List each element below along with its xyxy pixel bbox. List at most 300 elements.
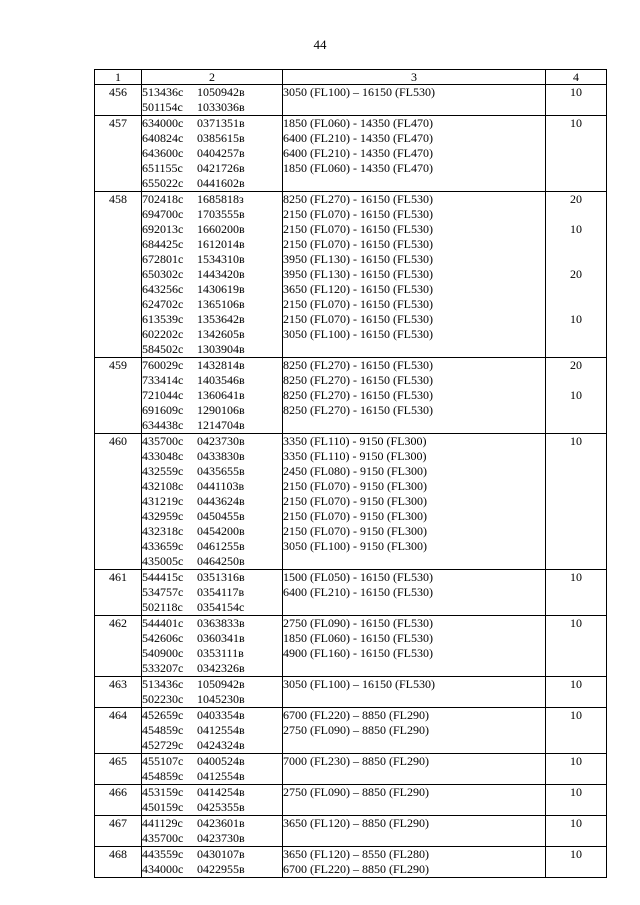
table-body (95, 85, 607, 878)
latitude: 502230с (142, 692, 184, 706)
altitude-range-cell (283, 358, 546, 434)
latitude: 613539с (142, 312, 184, 326)
longitude: 0400524в (197, 754, 245, 768)
altitude-range: 2750 (FL090) – 8850 (FL290) (283, 785, 429, 799)
altitude-range: 3050 (FL100) – 16150 (FL530) (283, 677, 435, 691)
value (546, 131, 606, 146)
value (546, 161, 606, 176)
latitude: 432959с (142, 509, 184, 523)
value (546, 176, 606, 191)
row-number (95, 708, 142, 754)
value-cell (546, 616, 607, 677)
altitude-range: 4900 (FL160) - 16150 (FL530) (283, 646, 433, 660)
coordinate-pair (142, 661, 282, 676)
value: 10 (570, 708, 582, 722)
coordinate-pair (142, 388, 282, 403)
coordinate-pair (142, 524, 282, 539)
latitude: 721044с (142, 388, 184, 402)
value (546, 646, 606, 661)
coordinate-pair (142, 327, 282, 342)
coordinate-pair (142, 207, 282, 222)
value-cell (546, 785, 607, 816)
longitude: 0360341в (197, 631, 245, 645)
value: 20 (570, 192, 582, 206)
altitude-range (283, 554, 545, 569)
altitude-range (283, 600, 545, 615)
coordinate-pair (142, 161, 282, 176)
coordinates-cell (142, 434, 283, 570)
altitude-range-cell (283, 116, 546, 192)
longitude: 0435655в (197, 464, 245, 478)
latitude: 453159с (142, 785, 184, 799)
altitude-range: 2150 (FL070) - 9150 (FL300) (283, 479, 427, 493)
longitude: 1612014в (197, 237, 245, 251)
altitude-range: 6700 (FL220) – 8850 (FL290) (283, 862, 429, 876)
row-number-text: 466 (109, 785, 127, 799)
latitude: 624702с (142, 297, 184, 311)
value (546, 585, 606, 600)
value-cell (546, 754, 607, 785)
value (546, 207, 606, 222)
header-col-1: 1 (95, 70, 142, 85)
coordinate-pair (142, 373, 282, 388)
latitude: 443559с (142, 847, 184, 861)
altitude-range-cell (283, 570, 546, 616)
value (546, 831, 606, 846)
value (546, 723, 606, 738)
row-number-text: 458 (109, 192, 127, 206)
latitude: 542606с (142, 631, 184, 645)
coordinate-pair (142, 494, 282, 509)
value-cell (546, 677, 607, 708)
latitude: 435700с (142, 434, 184, 448)
row-number (95, 816, 142, 847)
value (546, 738, 606, 753)
latitude: 733414с (142, 373, 184, 387)
value (546, 237, 606, 252)
coordinates-cell (142, 192, 283, 358)
longitude: 0441103в (197, 479, 245, 493)
altitude-range: 8250 (FL270) - 16150 (FL530) (283, 358, 433, 372)
value (546, 600, 606, 615)
latitude: 534757с (142, 585, 184, 599)
coordinates-cell (142, 570, 283, 616)
longitude: 0412554в (197, 723, 245, 737)
value (546, 449, 606, 464)
table-row (95, 192, 607, 358)
altitude-range: 2750 (FL090) - 16150 (FL530) (283, 616, 433, 630)
altitude-range-cell (283, 785, 546, 816)
value (546, 100, 606, 115)
coordinate-pair (142, 146, 282, 161)
coordinates-cell (142, 358, 283, 434)
value: 10 (570, 388, 582, 402)
longitude: 0423730в (197, 434, 245, 448)
longitude: 0421726в (197, 161, 245, 175)
coordinate-pair (142, 479, 282, 494)
row-number-text: 461 (109, 570, 127, 584)
row-number (95, 192, 142, 358)
row-number (95, 785, 142, 816)
longitude: 0354117в (197, 585, 245, 599)
altitude-range-cell (283, 192, 546, 358)
coordinate-pair (142, 464, 282, 479)
row-number-text: 468 (109, 847, 127, 861)
latitude: 433048с (142, 449, 184, 463)
longitude: 1050942в (197, 677, 245, 691)
longitude: 0450455в (197, 509, 245, 523)
altitude-range: 2150 (FL070) - 16150 (FL530) (283, 297, 433, 311)
table-row (95, 754, 607, 785)
value (546, 494, 606, 509)
longitude: 0433830в (197, 449, 245, 463)
longitude: 1685818з (197, 192, 244, 206)
coordinate-pair (142, 434, 282, 449)
altitude-range: 2450 (FL080) - 9150 (FL300) (283, 464, 427, 478)
latitude: 602202с (142, 327, 184, 341)
altitude-range (283, 176, 545, 191)
longitude: 1703555в (197, 207, 245, 221)
coordinate-pair (142, 677, 282, 692)
coordinate-pair (142, 862, 282, 877)
row-number (95, 358, 142, 434)
value-cell (546, 116, 607, 192)
latitude: 455107с (142, 754, 184, 768)
value (546, 418, 606, 433)
table-row (95, 616, 607, 677)
altitude-range: 1850 (FL060) - 14350 (FL470) (283, 116, 433, 130)
latitude: 432559с (142, 464, 184, 478)
header-col-2: 2 (142, 70, 283, 85)
row-number-text: 459 (109, 358, 127, 372)
table-row (95, 847, 607, 878)
altitude-range (283, 418, 545, 433)
coordinate-pair (142, 616, 282, 631)
coordinates-cell (142, 816, 283, 847)
value (546, 661, 606, 676)
altitude-range: 3950 (FL130) - 16150 (FL530) (283, 252, 433, 266)
altitude-range: 2150 (FL070) - 16150 (FL530) (283, 207, 433, 221)
longitude: 0424324в (197, 738, 245, 752)
table-row (95, 785, 607, 816)
latitude: 501154с (142, 100, 183, 114)
value (546, 524, 606, 539)
altitude-range: 8250 (FL270) - 16150 (FL530) (283, 192, 433, 206)
coordinates-cell (142, 616, 283, 677)
latitude: 694700с (142, 207, 184, 221)
altitude-range: 3650 (FL120) - 16150 (FL530) (283, 282, 433, 296)
longitude: 1432814в (197, 358, 245, 372)
longitude: 1534310в (197, 252, 245, 266)
latitude: 433659с (142, 539, 184, 553)
value (546, 862, 606, 877)
coordinate-pair (142, 237, 282, 252)
row-number-text: 456 (109, 85, 127, 99)
altitude-range: 2150 (FL070) - 16150 (FL530) (283, 222, 433, 236)
row-number (95, 434, 142, 570)
coordinates-cell (142, 85, 283, 116)
coordinates-cell (142, 677, 283, 708)
longitude: 1290106в (197, 403, 245, 417)
altitude-range: 1500 (FL050) - 16150 (FL530) (283, 570, 433, 584)
altitude-range-cell (283, 816, 546, 847)
coordinate-pair (142, 176, 282, 191)
altitude-range-cell (283, 677, 546, 708)
latitude: 513436с (142, 677, 184, 691)
coordinate-pair (142, 222, 282, 237)
coordinates-cell (142, 847, 283, 878)
altitude-range: 2150 (FL070) - 9150 (FL300) (283, 494, 427, 508)
altitude-range: 8250 (FL270) - 16150 (FL530) (283, 388, 433, 402)
coordinate-pair (142, 816, 282, 831)
value: 10 (570, 754, 582, 768)
value: 10 (570, 85, 582, 99)
latitude: 691609с (142, 403, 184, 417)
value-cell (546, 434, 607, 570)
altitude-range: 8250 (FL270) - 16150 (FL530) (283, 403, 433, 417)
coordinates-cell (142, 785, 283, 816)
latitude: 684425с (142, 237, 184, 251)
altitude-range: 1850 (FL060) - 14350 (FL470) (283, 161, 433, 175)
value (546, 692, 606, 707)
longitude: 0441602в (197, 176, 245, 190)
latitude: 692013с (142, 222, 184, 236)
coordinate-pair (142, 297, 282, 312)
longitude: 1430619в (197, 282, 245, 296)
longitude: 1353642в (197, 312, 245, 326)
value (546, 479, 606, 494)
coordinate-pair (142, 646, 282, 661)
longitude: 0423730в (197, 831, 245, 845)
altitude-range (283, 831, 545, 846)
row-number-text: 463 (109, 677, 127, 691)
latitude: 702418с (142, 192, 184, 206)
latitude: 435700с (142, 831, 184, 845)
altitude-range: 3950 (FL130) - 16150 (FL530) (283, 267, 433, 281)
altitude-range: 8250 (FL270) - 16150 (FL530) (283, 373, 433, 387)
longitude: 0363833в (197, 616, 245, 630)
row-number-text: 465 (109, 754, 127, 768)
altitude-range: 2150 (FL070) - 16150 (FL530) (283, 312, 433, 326)
coordinate-pair (142, 252, 282, 267)
latitude: 450159с (142, 800, 184, 814)
longitude: 0443624в (197, 494, 245, 508)
longitude: 0404257в (197, 146, 245, 160)
longitude: 0454200в (197, 524, 245, 538)
value-cell (546, 85, 607, 116)
page-number: 44 (313, 37, 327, 52)
altitude-range: 2150 (FL070) - 9150 (FL300) (283, 509, 427, 523)
altitude-range: 2150 (FL070) - 9150 (FL300) (283, 524, 427, 538)
altitude-range (283, 100, 545, 115)
row-number-text: 467 (109, 816, 127, 830)
altitude-range: 6400 (FL210) - 14350 (FL470) (283, 146, 433, 160)
latitude: 634000с (142, 116, 184, 130)
value-cell (546, 358, 607, 434)
longitude: 1403546в (197, 373, 245, 387)
longitude: 0353111в (197, 646, 244, 660)
coordinate-pair (142, 769, 282, 784)
altitude-range-cell (283, 434, 546, 570)
longitude: 0464250в (197, 554, 245, 568)
coordinates-cell (142, 708, 283, 754)
longitude: 1303904в (197, 342, 245, 356)
table-row (95, 116, 607, 192)
latitude: 435005с (142, 554, 184, 568)
coordinate-pair (142, 358, 282, 373)
table-row (95, 85, 607, 116)
coordinate-pair (142, 723, 282, 738)
coordinate-pair (142, 509, 282, 524)
coordinate-pair (142, 554, 282, 569)
value (546, 252, 606, 267)
longitude: 0422955в (197, 862, 245, 876)
table-row (95, 434, 607, 570)
altitude-range-cell (283, 754, 546, 785)
row-number (95, 616, 142, 677)
longitude: 1342605в (197, 327, 245, 341)
value (546, 464, 606, 479)
coordinate-pair (142, 85, 282, 100)
altitude-range-cell (283, 847, 546, 878)
longitude: 0351316в (197, 570, 245, 584)
value-cell (546, 847, 607, 878)
altitude-range: 6700 (FL220) – 8850 (FL290) (283, 708, 429, 722)
value (546, 769, 606, 784)
altitude-range: 7000 (FL230) – 8850 (FL290) (283, 754, 429, 768)
altitude-range: 6400 (FL210) - 14350 (FL470) (283, 131, 433, 145)
altitude-range: 2150 (FL070) - 16150 (FL530) (283, 237, 433, 251)
value (546, 539, 606, 554)
latitude: 651155с (142, 161, 183, 175)
coordinate-pair (142, 192, 282, 207)
altitude-range-cell (283, 85, 546, 116)
header-col-3: 3 (283, 70, 546, 85)
longitude: 0412554в (197, 769, 245, 783)
coordinate-pair (142, 570, 282, 585)
row-number-text: 462 (109, 616, 127, 630)
longitude: 0461255в (197, 539, 245, 553)
longitude: 1033036в (197, 100, 245, 114)
latitude: 643256с (142, 282, 184, 296)
table-row (95, 677, 607, 708)
coordinate-pair (142, 600, 282, 615)
table-row (95, 816, 607, 847)
coordinate-pair (142, 585, 282, 600)
row-number-text: 464 (109, 708, 127, 722)
altitude-range: 2750 (FL090) – 8850 (FL290) (283, 723, 429, 737)
latitude: 452729с (142, 738, 184, 752)
value (546, 509, 606, 524)
longitude: 1443420в (197, 267, 245, 281)
value: 10 (570, 816, 582, 830)
table-row (95, 358, 607, 434)
longitude: 1050942в (197, 85, 245, 99)
latitude: 544415с (142, 570, 184, 584)
latitude: 584502с (142, 342, 184, 356)
value (546, 342, 606, 357)
latitude: 640824с (142, 131, 184, 145)
longitude: 0403354в (197, 708, 245, 722)
latitude: 760029с (142, 358, 184, 372)
latitude: 634438с (142, 418, 184, 432)
altitude-range: 3050 (FL100) - 9150 (FL300) (283, 539, 427, 553)
coordinates-cell (142, 116, 283, 192)
table-row (95, 570, 607, 616)
latitude: 454859с (142, 769, 184, 783)
altitude-range-cell (283, 616, 546, 677)
coordinate-pair (142, 692, 282, 707)
latitude: 544401с (142, 616, 184, 630)
coordinate-pair (142, 738, 282, 753)
coordinate-pair (142, 131, 282, 146)
value-cell (546, 816, 607, 847)
longitude: 0425355в (197, 800, 245, 814)
latitude: 432318с (142, 524, 184, 538)
row-number (95, 677, 142, 708)
value-cell (546, 570, 607, 616)
altitude-range: 3650 (FL120) – 8850 (FL290) (283, 816, 429, 830)
value (546, 631, 606, 646)
coordinate-pair (142, 100, 282, 115)
longitude: 0342326в (197, 661, 245, 675)
row-number (95, 85, 142, 116)
row-number-text: 457 (109, 116, 127, 130)
longitude: 1045230в (197, 692, 245, 706)
value (546, 554, 606, 569)
coordinate-pair (142, 312, 282, 327)
table-row (95, 708, 607, 754)
altitude-range: 6400 (FL210) - 16150 (FL530) (283, 585, 433, 599)
coordinate-pair (142, 800, 282, 815)
longitude: 1365106в (197, 297, 245, 311)
row-number (95, 570, 142, 616)
latitude: 643600с (142, 146, 184, 160)
latitude: 533207с (142, 661, 184, 675)
row-number (95, 754, 142, 785)
latitude: 650302с (142, 267, 184, 281)
header-col-4: 4 (546, 70, 607, 85)
altitude-range: 3650 (FL120) – 8550 (FL280) (283, 847, 429, 861)
value: 10 (570, 570, 582, 584)
longitude: 1214704в (197, 418, 245, 432)
coordinate-pair (142, 418, 282, 433)
longitude: 0354154с (197, 600, 245, 614)
airspace-table (94, 69, 607, 878)
value (546, 327, 606, 342)
coordinate-pair (142, 342, 282, 357)
latitude: 441129с (142, 816, 183, 830)
row-number (95, 116, 142, 192)
altitude-range (283, 738, 545, 753)
longitude: 1660200в (197, 222, 245, 236)
coordinate-pair (142, 449, 282, 464)
longitude: 0371351в (197, 116, 245, 130)
altitude-range (283, 661, 545, 676)
value: 10 (570, 116, 582, 130)
header-row (95, 70, 607, 85)
latitude: 454859с (142, 723, 184, 737)
row-number (95, 847, 142, 878)
coordinate-pair (142, 539, 282, 554)
value: 10 (570, 312, 582, 326)
row-number-text: 460 (109, 434, 127, 448)
latitude: 502118с (142, 600, 183, 614)
altitude-range: 1850 (FL060) - 16150 (FL530) (283, 631, 433, 645)
altitude-range (283, 769, 545, 784)
value: 10 (570, 616, 582, 630)
value-cell (546, 708, 607, 754)
